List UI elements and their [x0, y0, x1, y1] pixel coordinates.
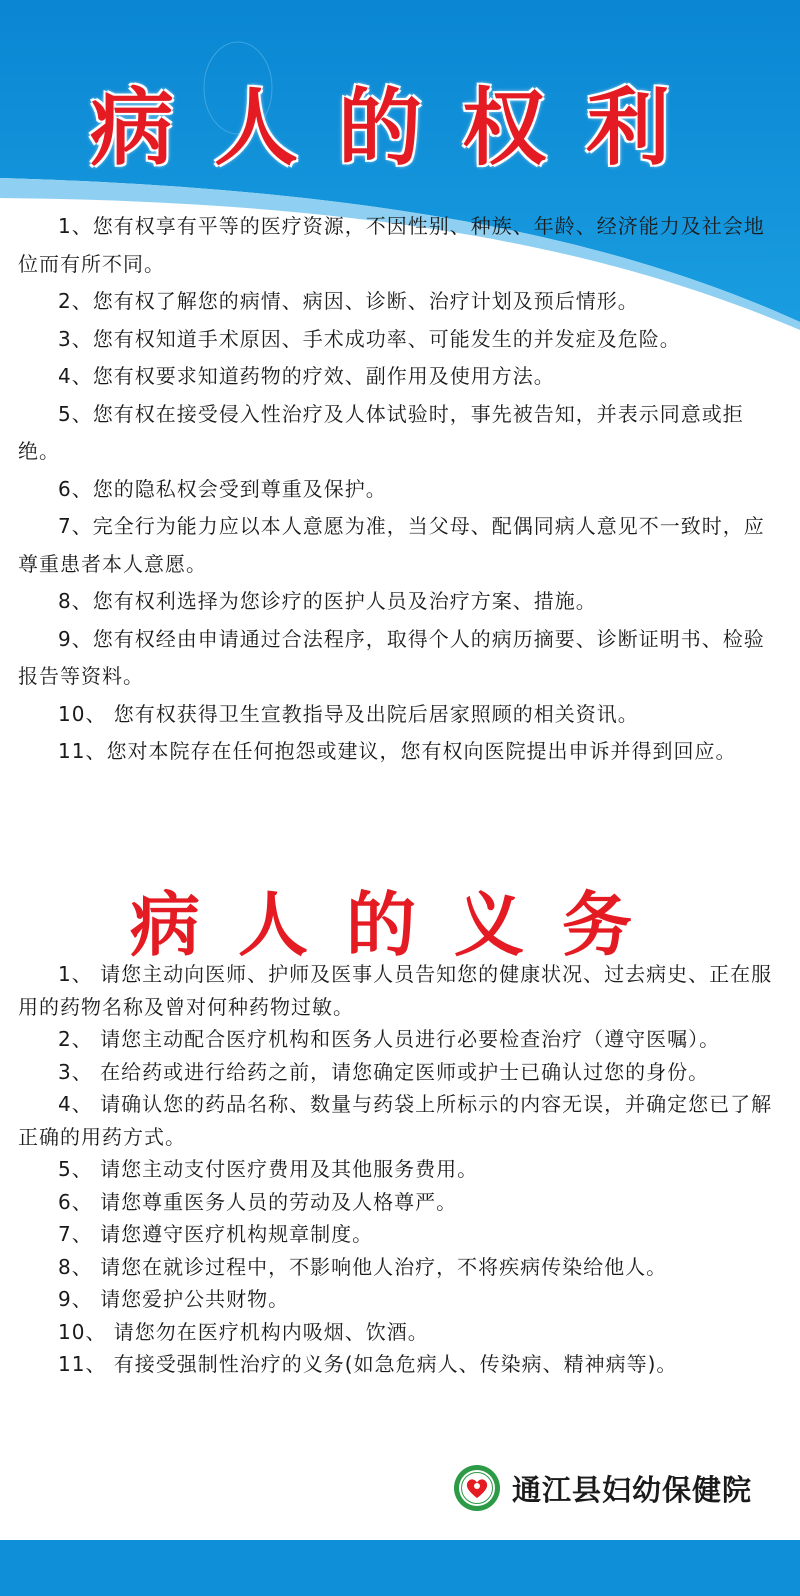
list-item: 8、您有权利选择为您诊疗的医护人员及治疗方案、措施。	[58, 589, 597, 613]
list-item: 3、 在给药或进行给药之前，请您确定医师或护士已确认过您的身份。	[58, 1059, 710, 1084]
duties-title: 病人的义务	[130, 883, 670, 966]
list-item: 6、您的隐私权会受到尊重及保护。	[58, 476, 387, 501]
list-item: 2、您有权了解您的病情、病因、诊断、治疗计划及预后情形。	[58, 289, 639, 313]
duties-list	[18, 958, 784, 1381]
list-item: 9、您有权经由申请通过合法程序，取得个人的病历摘要、诊断证明书、检验报告等资料。	[18, 626, 765, 688]
list-item: 6、 请您尊重医务人员的劳动及人格尊严。	[58, 1189, 458, 1214]
list-item: 11、您对本院存在任何抱怨或建议，您有权向医院提出申诉并得到回应。	[58, 739, 737, 763]
list-item: 1、 请您主动向医师、护师及医事人员告知您的健康状况、过去病史、正在服用的药物名称及曾对何种药物过敏。	[18, 962, 773, 1019]
rights-list	[18, 208, 784, 771]
list-item: 4、 请确认您的药品名称、数量与药袋上所标示的内容无误，并确定您已了解正确的用药方式。	[18, 1092, 773, 1149]
hospital-emblem-icon	[452, 1463, 502, 1513]
org-name: 通江县妇幼保健院	[512, 1472, 753, 1507]
list-item: 3、您有权知道手术原因、手术成功率、可能发生的并发症及危险。	[58, 326, 681, 351]
list-item: 7、完全行为能力应以本人意愿为准，当父母、配偶同病人意见不一致时，应尊重患者本人意愿。	[18, 514, 765, 576]
rights-title: 病人的权利	[89, 78, 710, 177]
list-item: 10、 您有权获得卫生宣教指导及出院后居家照顾的相关资讯。	[58, 701, 639, 726]
list-item: 2、 请您主动配合医疗机构和医务人员进行必要检查治疗（遵守医嘱）。	[58, 1027, 721, 1051]
list-item: 5、 请您主动支付医疗费用及其他服务费用。	[58, 1157, 479, 1181]
org-brand	[452, 1458, 752, 1518]
footer-bar	[0, 1540, 800, 1596]
list-item: 1、您有权享有平等的医疗资源，不因性别、种族、年龄、经济能力及社会地位而有所不同。	[18, 214, 765, 276]
list-item: 11、 有接受强制性治疗的义务(如急危病人、传染病、精神病等)。	[58, 1352, 678, 1376]
list-item: 8、 请您在就诊过程中，不影响他人治疗，不将疾病传染给他人。	[58, 1254, 668, 1279]
list-item: 9、 请您爱护公共财物。	[58, 1287, 290, 1311]
list-item: 5、您有权在接受侵入性治疗及人体试验时，事先被告知，并表示同意或拒绝。	[18, 401, 744, 463]
list-item: 10、 请您勿在医疗机构内吸烟、饮酒。	[58, 1319, 429, 1344]
list-item: 4、您有权要求知道药物的疗效、副作用及使用方法。	[58, 364, 555, 388]
list-item: 7、 请您遵守医疗机构规章制度。	[58, 1222, 374, 1246]
